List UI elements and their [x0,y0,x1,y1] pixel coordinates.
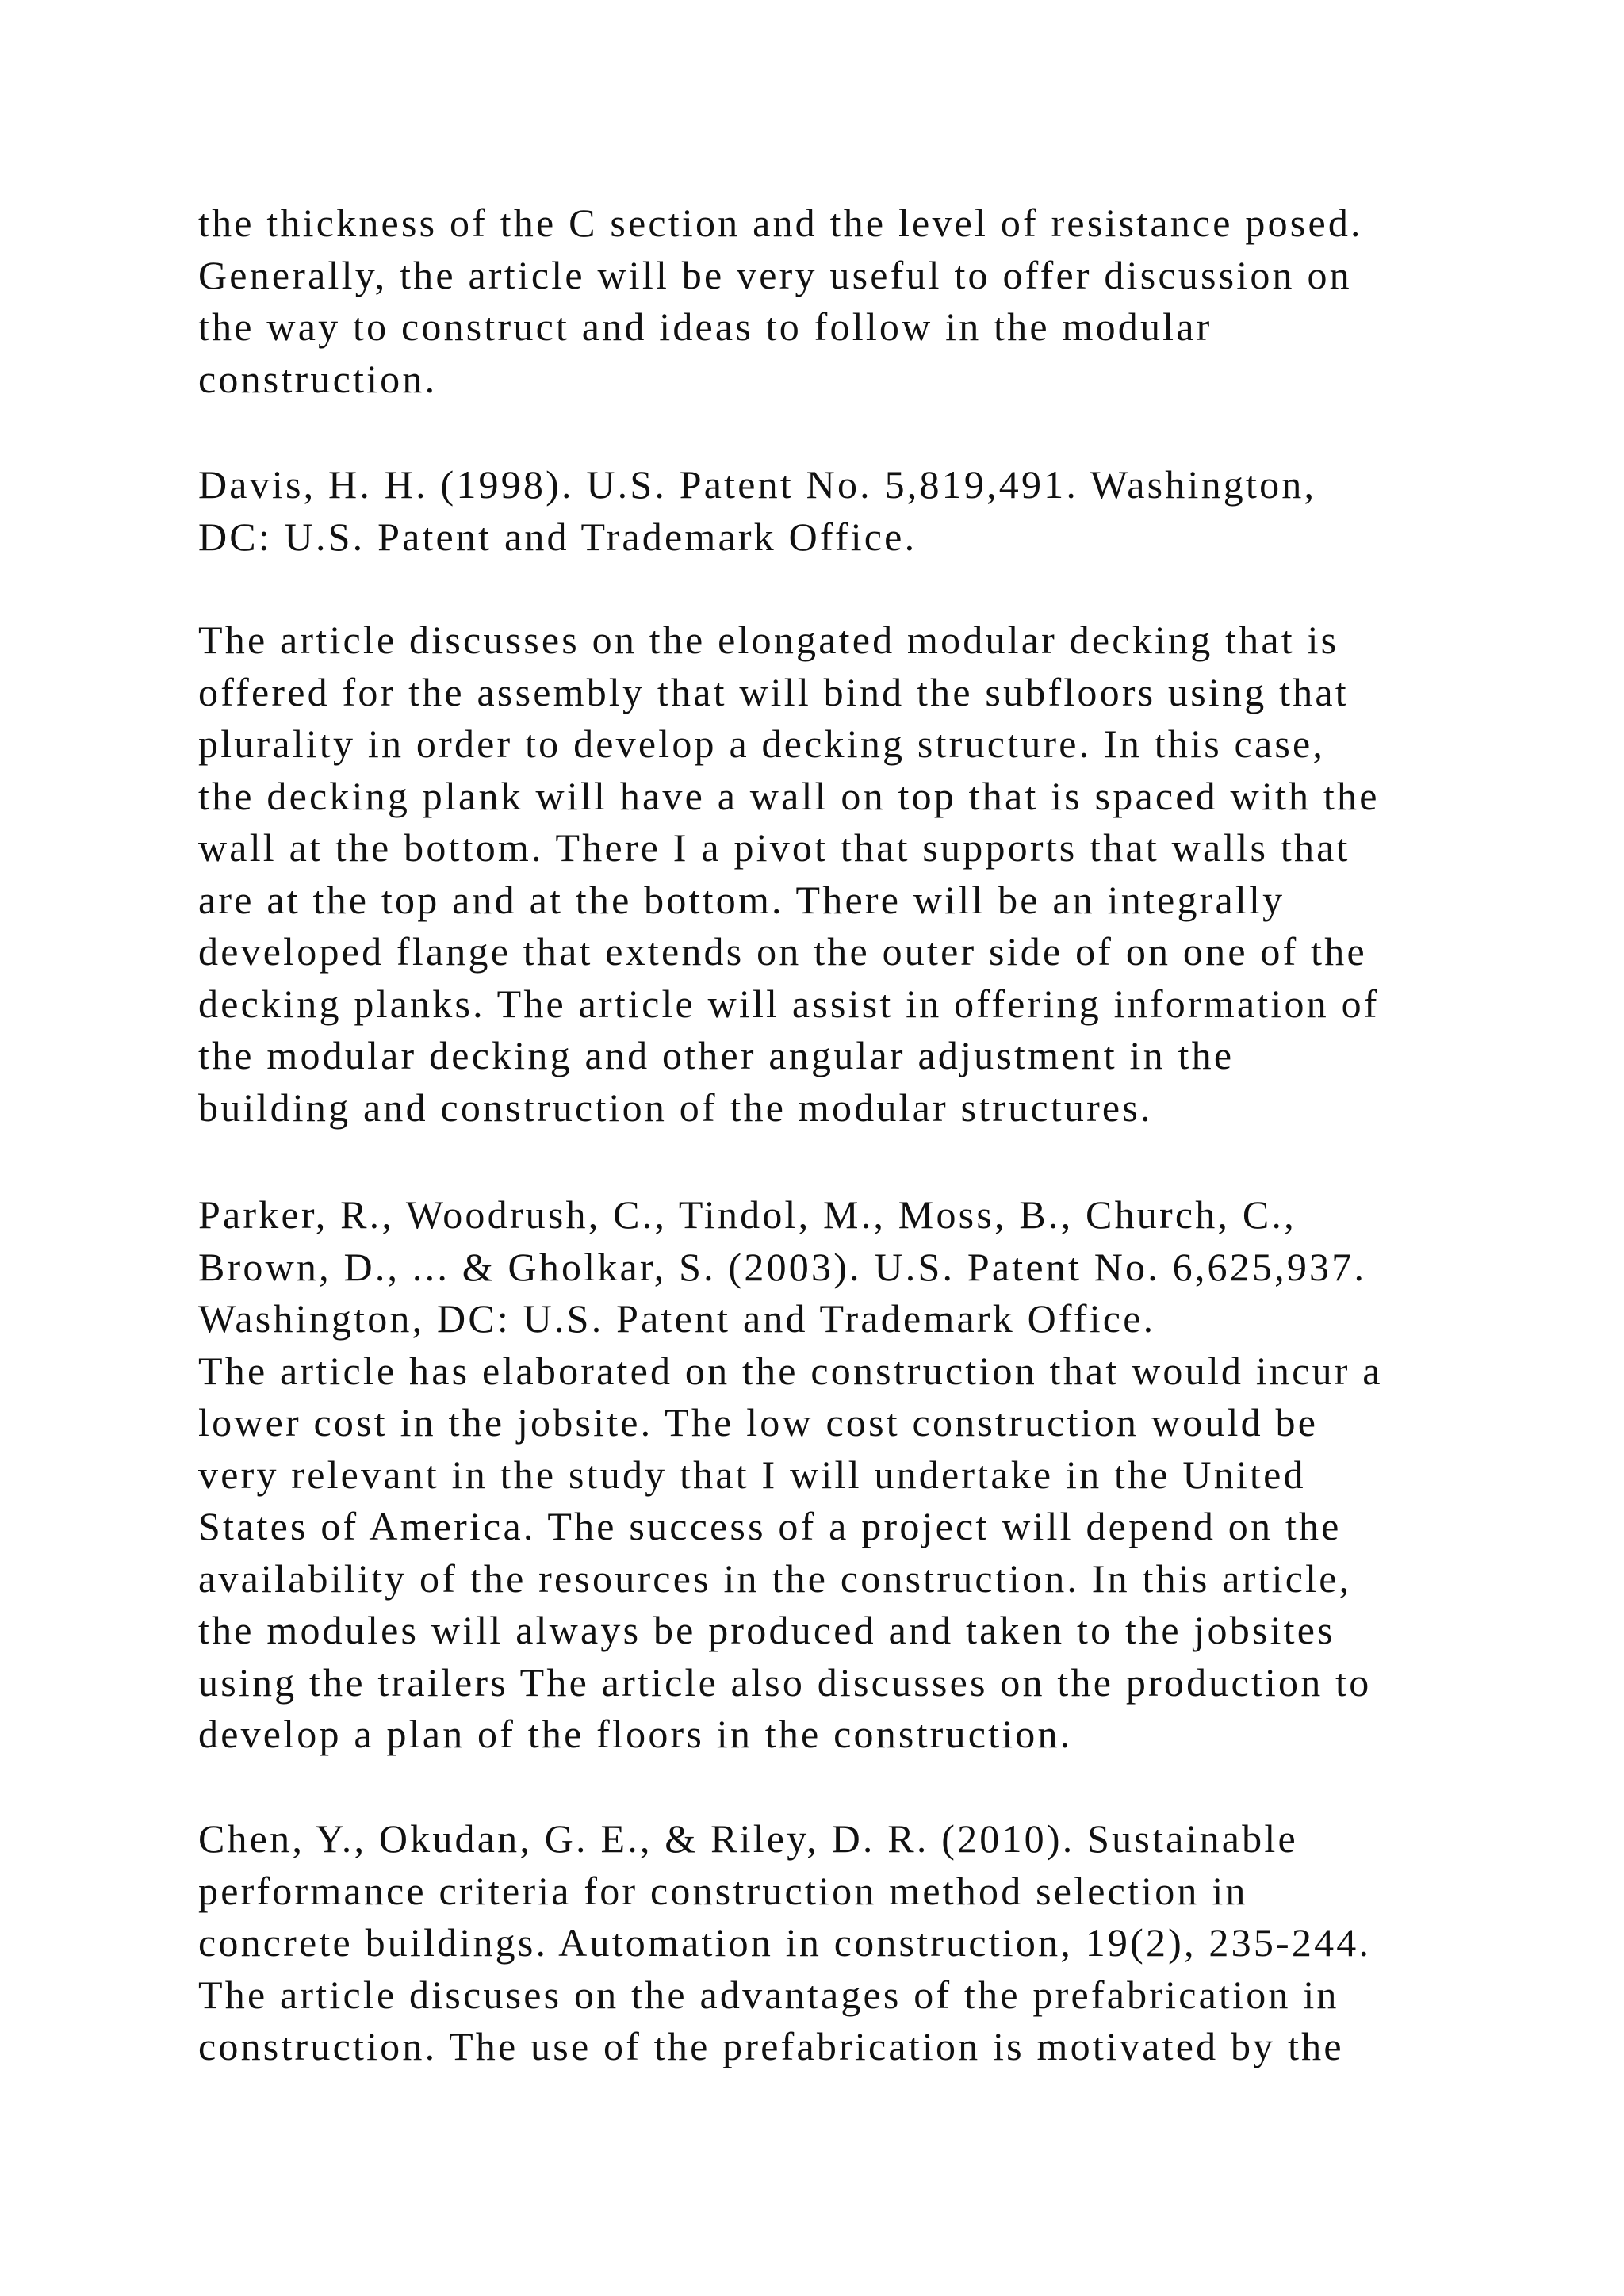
text-line: availability of the resources in the construction. In this article, [198,1556,1352,1601]
text-line: States of America. The success of a project will depend on the [198,1504,1342,1548]
text-line: The article has elaborated on the construction that would incur a [198,1348,1383,1393]
text-line: the thickness of the C section and the level of resistance posed. [198,201,1363,245]
text-line: lower cost in the jobsite. The low cost construction would be [198,1400,1319,1445]
text-line: Generally, the article will be very useful to offer discussion on [198,252,1352,297]
text-line: wall at the bottom. There I a pivot that supports that walls that [198,825,1350,870]
text-line: using the trailers The article also discusses on the production to [198,1659,1372,1705]
text-line: the decking plank will have a wall on top that is spaced with the [198,773,1380,818]
text-line: plurality in order to develop a decking structure. In this case, [198,721,1326,766]
text-line: develop a plan of the floors in the construction. [198,1712,1073,1756]
text-line: construction. [198,356,438,401]
text-line: DC: U.S. Patent and Trademark Office. [198,514,917,559]
reference-parker [198,1189,1435,1761]
text-line: offered for the assembly that will bind the subfloors using that [198,669,1349,714]
text-line: Washington, DC: U.S. Patent and Trademark Office. [198,1296,1156,1341]
text-line: the modules will always be produced and taken to the jobsites [198,1608,1335,1652]
text-line: The article discuses on the advantages of the prefabrication in [198,1972,1339,2017]
text-line: Brown, D., ... & Gholkar, S. (2003). U.S. Patent No. 6,625,937. [198,1244,1367,1289]
text-line: concrete buildings. Automation in construction, 19(2), 235-244. [198,1920,1372,1965]
text-line: decking planks. The article will assist in offering information of [198,981,1380,1026]
paragraph-continuation [198,197,1435,405]
text-line: The article discusses on the elongated modular decking that is [198,618,1339,662]
text-line: the way to construct and ideas to follow in the modular [198,304,1212,349]
text-line: building and construction of the modular structures. [198,1085,1153,1130]
text-line: performance criteria for construction method selection in [198,1868,1248,1913]
text-line: the modular decking and other angular adjustment in the [198,1033,1235,1077]
text-line: Parker, R., Woodrush, C., Tindol, M., Moss, B., Church, C., [198,1192,1297,1237]
reference-davis [198,459,1435,563]
annotation-davis [198,614,1435,1134]
text-line: developed flange that extends on the outer side of on one of the [198,929,1367,974]
reference-chen [198,1813,1435,2073]
text-line: construction. The use of the prefabrication is motivated by the [198,2024,1344,2068]
text-line: are at the top and at the bottom. There will be an integrally [198,877,1285,922]
text-line: Davis, H. H. (1998). U.S. Patent No. 5,819,491. Washington, [198,462,1317,507]
text-line: very relevant in the study that I will undertake in the United [198,1452,1306,1497]
text-line: Chen, Y., Okudan, G. E., & Riley, D. R. (2010). Sustainable [198,1816,1298,1861]
